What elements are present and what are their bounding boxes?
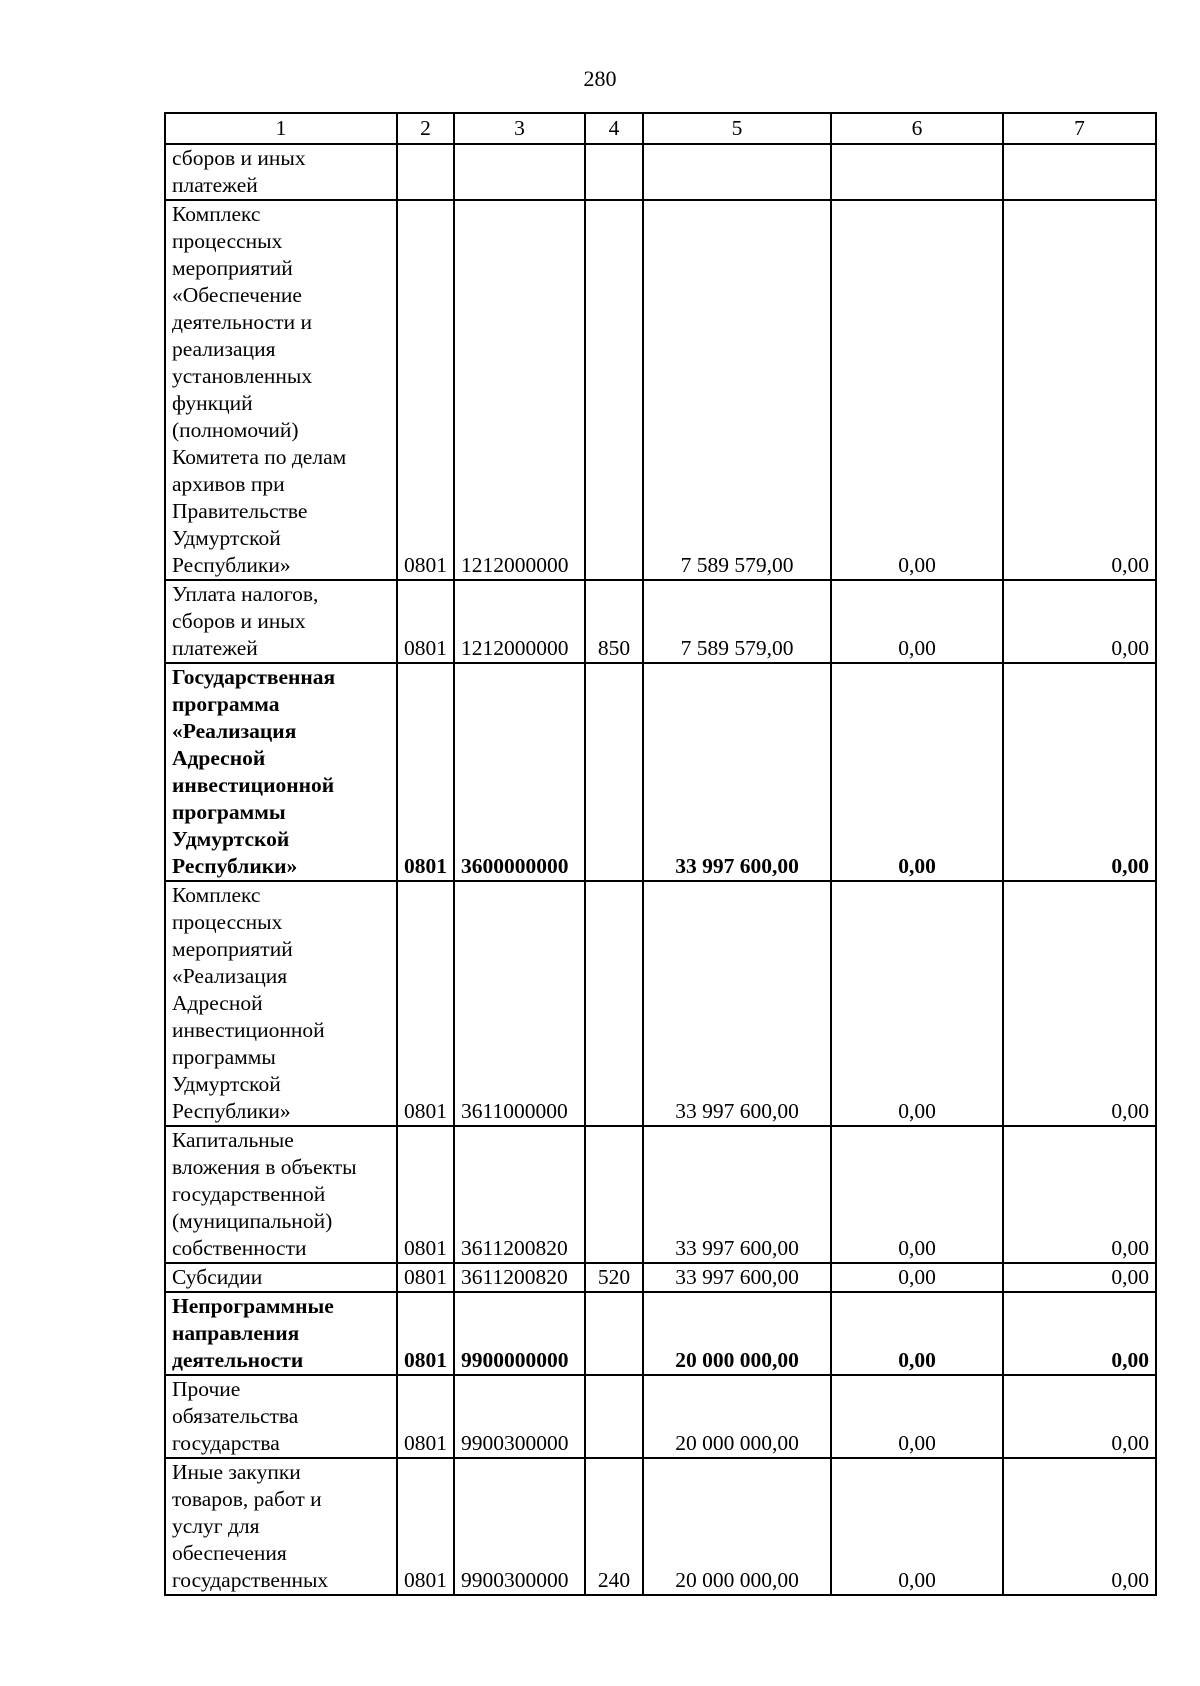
amount-year3-cell: 0,00 [1003,881,1156,1126]
section-code-cell: 0801 [397,1126,454,1263]
amount-cell [643,144,831,200]
row-name-line: Удмуртской [172,827,290,851]
column-header: 1 [165,113,397,144]
row-name-line: обеспечения [172,1541,287,1565]
row-name-line: Прочие [172,1377,241,1401]
header-row [165,113,1156,144]
row-name-line: товаров, работ и [172,1487,322,1511]
row-name-line: услуг для [172,1514,260,1538]
amount-year3-cell: 0,00 [1003,1458,1156,1595]
row-name-line: Субсидии [172,1265,263,1289]
row-name-line: архивов при [172,472,285,496]
amount-cell: 33 997 600,00 [643,1263,831,1292]
row-name-line: установленных [172,364,313,388]
row-name-cell [165,144,397,200]
row-name-line: Иные закупки [172,1460,301,1484]
expense-type-cell [585,1375,643,1458]
section-code-cell: 0801 [397,1292,454,1375]
section-code-cell: 0801 [397,200,454,580]
table-row [165,144,1156,200]
row-name-line: деятельности [172,1348,304,1372]
row-name-cell [165,1375,397,1458]
table-row [165,580,1156,663]
expense-type-cell: 240 [585,1458,643,1595]
section-code-cell [397,144,454,200]
row-name-line: программы [172,1045,276,1069]
column-header: 5 [643,113,831,144]
row-name-line: Комплекс [172,202,261,226]
amount-year2-cell: 0,00 [831,1458,1003,1595]
row-name-line: программа [172,692,280,716]
target-article-cell: 1212000000 [454,200,585,580]
row-name-line: Удмуртской [172,526,281,550]
target-article-cell: 3611000000 [454,881,585,1126]
row-name-line: «Обеспечение [172,283,302,307]
row-name-line: деятельности и [172,310,312,334]
target-article-cell: 9900300000 [454,1458,585,1595]
amount-year2-cell [831,144,1003,200]
row-name-line: Комплекс [172,883,261,907]
page-number: 280 [583,66,617,91]
amount-year3-cell: 0,00 [1003,200,1156,580]
row-name-line: государства [172,1431,280,1455]
row-name-cell [165,1263,397,1292]
row-name-line: процессных [172,910,283,934]
row-name-line: инвестиционной [172,1018,325,1042]
table-row [165,1292,1156,1375]
row-name-line: «Реализация [172,964,288,988]
amount-year2-cell: 0,00 [831,200,1003,580]
amount-year3-cell: 0,00 [1003,1292,1156,1375]
table-row [165,1375,1156,1458]
row-name-cell [165,200,397,580]
row-name-cell [165,881,397,1126]
row-name-cell [165,1458,397,1595]
amount-cell: 33 997 600,00 [643,663,831,881]
row-name-line: мероприятий [172,256,293,280]
row-name-line: обязательства [172,1404,299,1428]
section-code-cell: 0801 [397,1375,454,1458]
row-name-cell [165,1292,397,1375]
amount-year3-cell: 0,00 [1003,1126,1156,1263]
section-code-cell: 0801 [397,1458,454,1595]
expense-type-cell: 520 [585,1263,643,1292]
amount-cell: 7 589 579,00 [643,200,831,580]
budget-table [164,112,1157,1596]
expense-type-cell [585,1292,643,1375]
expense-type-cell: 850 [585,580,643,663]
table-row [165,1458,1156,1595]
section-code-cell: 0801 [397,580,454,663]
table-row [165,881,1156,1126]
target-article-cell: 9900000000 [454,1292,585,1375]
section-code-cell: 0801 [397,663,454,881]
row-name-line: (муниципальной) [172,1209,333,1233]
row-name-cell [165,663,397,881]
amount-year2-cell: 0,00 [831,1263,1003,1292]
column-header: 2 [397,113,454,144]
column-header: 3 [454,113,585,144]
column-header: 4 [585,113,643,144]
row-name-line: функций [172,391,253,415]
target-article-cell: 3611200820 [454,1126,585,1263]
row-name-line: Республики» [172,1099,291,1123]
row-name-line: Комитета по делам [172,445,347,469]
section-code-cell: 0801 [397,881,454,1126]
amount-cell: 20 000 000,00 [643,1292,831,1375]
row-name-line: Непрограммные [172,1294,334,1318]
amount-year2-cell: 0,00 [831,663,1003,881]
row-name-line: мероприятий [172,937,293,961]
amount-year3-cell: 0,00 [1003,580,1156,663]
expense-type-cell [585,144,643,200]
row-name-line: Правительстве [172,499,308,523]
target-article-cell [454,144,585,200]
amount-cell: 33 997 600,00 [643,1126,831,1263]
amount-year3-cell: 0,00 [1003,1263,1156,1292]
amount-year2-cell: 0,00 [831,580,1003,663]
amount-cell: 20 000 000,00 [643,1375,831,1458]
row-name-line: Республики» [172,854,298,878]
row-name-line: сборов и иных [172,146,306,170]
amount-cell: 7 589 579,00 [643,580,831,663]
expense-type-cell [585,881,643,1126]
target-article-cell: 3611200820 [454,1263,585,1292]
row-name-line: Адресной [172,991,263,1015]
row-name-line: государственной [172,1182,326,1206]
column-header: 6 [831,113,1003,144]
row-name-line: Республики» [172,553,291,577]
row-name-line: Государственная [172,665,336,689]
row-name-line: платежей [172,636,258,660]
row-name-line: процессных [172,229,283,253]
column-header: 7 [1003,113,1156,144]
row-name-cell [165,580,397,663]
target-article-cell: 3600000000 [454,663,585,881]
amount-year2-cell: 0,00 [831,881,1003,1126]
amount-cell: 20 000 000,00 [643,1458,831,1595]
amount-year3-cell [1003,144,1156,200]
row-name-line: вложения в объекты [172,1155,357,1179]
row-name-line: Адресной [172,746,266,770]
table-body [165,144,1156,1595]
row-name-cell [165,1126,397,1263]
amount-year3-cell: 0,00 [1003,1375,1156,1458]
row-name-line: реализация [172,337,276,361]
row-name-line: государственных [172,1568,329,1592]
table-row [165,663,1156,881]
row-name-line: Уплата налогов, [172,582,319,606]
row-name-line: программы [172,800,286,824]
table-row [165,200,1156,580]
amount-cell: 33 997 600,00 [643,881,831,1126]
row-name-line: Капитальные [172,1128,294,1152]
row-name-line: сборов и иных [172,609,306,633]
row-name-line: (полномочий) [172,418,299,442]
row-name-line: Удмуртской [172,1072,281,1096]
table-row [165,1263,1156,1292]
expense-type-cell [585,1126,643,1263]
row-name-line: собственности [172,1236,307,1260]
amount-year2-cell: 0,00 [831,1375,1003,1458]
section-code-cell: 0801 [397,1263,454,1292]
amount-year2-cell: 0,00 [831,1292,1003,1375]
expense-type-cell [585,200,643,580]
amount-year3-cell: 0,00 [1003,663,1156,881]
row-name-line: направления [172,1321,300,1345]
row-name-line: инвестиционной [172,773,335,797]
row-name-line: платежей [172,173,258,197]
target-article-cell: 1212000000 [454,580,585,663]
amount-year2-cell: 0,00 [831,1126,1003,1263]
target-article-cell: 9900300000 [454,1375,585,1458]
table-row [165,1126,1156,1263]
row-name-line: «Реализация [172,719,297,743]
expense-type-cell [585,663,643,881]
